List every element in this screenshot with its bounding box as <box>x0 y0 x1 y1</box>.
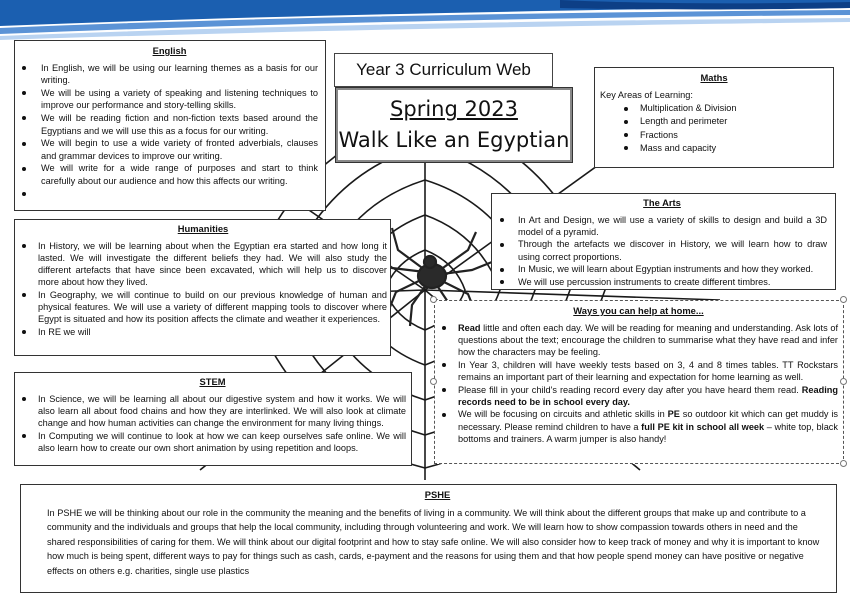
list-item: We will be using a variety of speaking and listening techniques to improve our performance and story-telling skills. <box>19 87 318 112</box>
pshe-panel <box>20 484 837 593</box>
humanities-heading: Humanities <box>177 223 229 234</box>
list-item: We will begin to use a wide variety of fronted adverbials, clauses and grammar devices to improve our writing. <box>19 137 318 162</box>
list-item: Length and perimeter <box>600 115 828 128</box>
list-item: Mass and capacity <box>600 142 828 155</box>
list-item <box>439 408 838 445</box>
list-item: We will be reading fiction and non-fiction texts based around the Egyptians and we will use this as a focus for our writing. <box>19 112 318 137</box>
pe-text-2: so outdoor kit which can get muddy is necessary. Please remind children to have a <box>458 409 838 432</box>
read-keyword: Read <box>458 322 481 333</box>
topic-title-box <box>336 88 572 162</box>
resize-handle-top-left[interactable] <box>430 296 437 303</box>
english-list <box>19 62 320 200</box>
resize-handle-middle-right[interactable] <box>840 378 847 385</box>
humanities-panel <box>14 219 391 356</box>
arts-panel <box>491 193 836 290</box>
stem-list <box>19 393 406 455</box>
list-item-empty <box>19 188 318 200</box>
term-title: Spring 2023 <box>390 97 518 121</box>
top-banner-swoosh <box>0 0 850 40</box>
list-item <box>439 359 838 384</box>
list-item <box>439 384 838 409</box>
english-heading: English <box>152 45 187 56</box>
pshe-heading: PSHE <box>424 489 451 500</box>
pe-text-3: – white top, black bottoms and trainers. A warm jumper is also handy! <box>458 421 838 445</box>
list-item: Fractions <box>600 129 828 142</box>
maths-panel <box>594 67 834 168</box>
pe-kit-note: full PE kit in school all week <box>641 421 765 432</box>
read-text: little and often each day. We will be reading for meaning and understanding. Ask lots of questions about the text; encourage the children to summarise what they have read and infer how the characters may be feeling. <box>458 322 838 358</box>
maths-list <box>600 102 828 155</box>
topic-title: Walk Like an Egyptian <box>338 128 570 152</box>
list-item: We will use percussion instruments to create different timbres. <box>497 276 827 288</box>
list-item: In English, we will be using our learning themes as a basis for our writing. <box>19 62 318 87</box>
list-item: Multiplication & Division <box>600 102 828 115</box>
maths-lead: Key Areas of Learning: <box>600 89 693 100</box>
arts-list <box>497 214 827 288</box>
list-item: In Geography, we will continue to build on our previous knowledge of human and physical features. We will use a variety of different mapping tools to discover where Egypt is situated and how its position affects the climate and weather it experiences. <box>19 289 387 326</box>
resize-handle-top-right[interactable] <box>840 296 847 303</box>
home-help-heading: Ways you can help at home... <box>573 305 704 316</box>
arts-heading: The Arts <box>643 197 681 208</box>
resize-handle-bottom-right[interactable] <box>840 460 847 467</box>
list-item: In Computing we will continue to look at how we can keep ourselves safe online. We will also learn how to create our own short animation by using repetition and loops. <box>19 430 406 455</box>
home-help-list <box>439 322 838 446</box>
times-tables-text: In Year 3, children will have weekly tests based on 3, 4 and 8 times tables. TT Rockstars remains an important part of their learning and expectation for home learning as well. <box>458 359 838 383</box>
resize-handle-middle-left[interactable] <box>430 378 437 385</box>
stem-panel <box>14 372 412 466</box>
pe-text: We will be focusing on circuits and athletic skills in <box>458 409 668 420</box>
pshe-text: In PSHE we will be thinking about our role in the community the meaning and the benefits of living in a community. We will think about the different groups that make up and contribute to a community and the individuals and groups that help the local community, including through volunteering and work. We will learn how to show compassion towards others in need and the shared responsibilities of caring for them. We will think about our digital footprint and how to stay safe online. We will also consider how to keep track of money and why it is important to know how much is being spent, different ways to pay for things such as cash, cards, e-payment and the reasons for using them and that how people spend money can have positive or negative effects on others e.g. charities, single use plastics <box>47 507 820 576</box>
list-item: In Music, we will learn about Egyptian instruments and how they worked. <box>497 263 827 275</box>
page-title: Year 3 Curriculum Web <box>334 53 553 87</box>
list-item: Through the artefacts we discover in History, we will learn how to draw using correct proportions. <box>497 238 827 263</box>
reading-record-note: Reading records need to be in school every day. <box>458 384 838 408</box>
list-item: In Art and Design, we will use a variety of skills to design and build a 3D model of a pyramid. <box>497 214 827 239</box>
pe-keyword: PE <box>667 409 680 420</box>
list-item: In Science, we will be learning all about our digestive system and how it works. We will also learn all about food chains and how they are interlinked. We will also look at climate change and how human activities can change the environment for many living things. <box>19 393 406 430</box>
list-item: In History, we will be learning about when the Egyptian era started and how long it lasted. We will investigate the different beliefs they had. We will also study the different artefacts that have since been excavated, which will help us to discover more about how they lived. <box>19 240 387 289</box>
reading-record-text: Please fill in your child's reading record every day after you have heard them read. <box>458 384 802 395</box>
english-panel <box>14 40 326 211</box>
humanities-list <box>19 240 387 338</box>
list-item <box>439 322 838 359</box>
list-item: In RE we will <box>19 326 387 338</box>
home-help-panel[interactable] <box>434 300 844 464</box>
list-item: We will write for a wide range of purposes and start to think carefully about our audience and how this affects our writing. <box>19 162 318 187</box>
maths-heading: Maths <box>700 72 728 83</box>
stem-heading: STEM <box>199 376 226 387</box>
